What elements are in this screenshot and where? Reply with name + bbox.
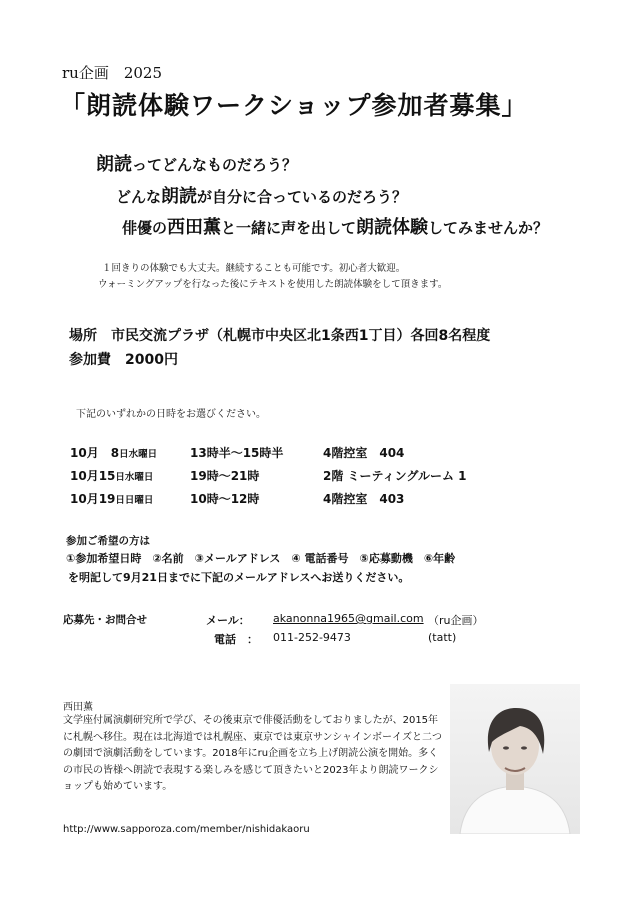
apply-items: ①参加希望日時 ②名前 ③メールアドレス ④ 電話番号 ⑤応募動機 ⑥年齢 [66,552,456,565]
schedule-room: 4階控室 404 [323,446,405,460]
intro-line-1: １回きりの体験でも大丈夫。継続することも可能です。初心者大歓迎。 [102,263,406,274]
apply-deadline: を明記して9月21日までに下記のメールアドレスへお送りください。 [68,571,410,584]
schedule-time: 19時～21時 [190,469,260,483]
intro-line-2: ウォーミングアップを行なった後にテキストを使用した朗読体験をして頂きます。 [98,279,448,290]
schedule-date-day: 10月19 [70,492,116,506]
portrait-photo [450,684,580,834]
contact-heading: 応募先・お問合せ [63,614,147,626]
bio-url[interactable]: http://www.sapporoza.com/member/nishidakaoru [63,824,310,835]
schedule-date [70,444,157,461]
tagline-3 [122,213,548,239]
tagline-2-post: が自分に合っているのだろう？ [197,188,408,206]
tel-number: 011-252-9473 [273,631,351,644]
mail-label: メール： [206,614,250,627]
schedule-date [70,467,153,484]
org-year: ru企画 2025 [62,64,163,82]
schedule-date [70,490,153,507]
tagline-2-pre: どんな [116,188,162,206]
tagline-3-mid: と一緒に声を出して [221,219,357,237]
schedule-date-day: 10月 8 [70,446,120,460]
schedule-date-dow: 日日曜日 [115,495,154,506]
apply-heading: 参加ご希望の方は [66,535,150,547]
schedule-instruction: 下記のいずれかの日時をお選びください。 [76,409,266,420]
schedule-time: 10時～12時 [190,492,260,506]
contact-org: （ru企画） [428,614,484,627]
schedule-date-day: 10月15 [70,469,116,483]
tagline-3-post: してみませんか？ [428,219,549,237]
tagline-2-em: 朗読 [161,186,198,207]
schedule-room: 4階控室 403 [323,492,405,506]
tagline-2 [116,182,407,208]
tagline-1 [96,150,297,176]
schedule-time: 13時半～15時半 [190,446,284,460]
schedule-date-dow: 日水曜日 [115,472,154,483]
bio-body: 文学座付属演劇研究所で学び、その後東京で俳優活動をしておりましたが、2015年に札幌へ移住。現在は北海道では札幌座、東京では東京サンシャインボーイズと二つの劇団で演劇活動をしています。2018年にru企画を立ち上げ朗読公演を開始。多くの市民の皆様へ朗読で表現する楽しみを感じて頂きたいと2023年より朗読ワークショップも始めています。 [63,715,442,792]
schedule-room: 2階 ミーティングルーム 1 [323,469,467,483]
contact-tatt: (tatt) [428,631,457,644]
schedule-date-dow: 日水曜日 [119,449,158,460]
tagline-3-em: 西田薫 [167,217,222,238]
fee-info: 参加費 2000円 [69,352,178,368]
tagline-3-pre: 俳優の [122,219,168,237]
venue-info: 場所 市民交流プラザ（札幌市中央区北1条西1丁目）各回8名程度 [69,328,491,344]
tagline-3-em2: 朗読体験 [356,217,429,238]
tel-label: 電話 ： [214,633,258,646]
page-title: 「朗読体験ワークショップ参加者募集」 [60,91,528,120]
bio-name: 西田薫 [63,702,93,713]
tagline-1-em: 朗読 [96,154,132,175]
tagline-1-post: ってどんなものだろう？ [132,156,298,174]
email-link[interactable]: akanonna1965@gmail.com [273,612,424,625]
